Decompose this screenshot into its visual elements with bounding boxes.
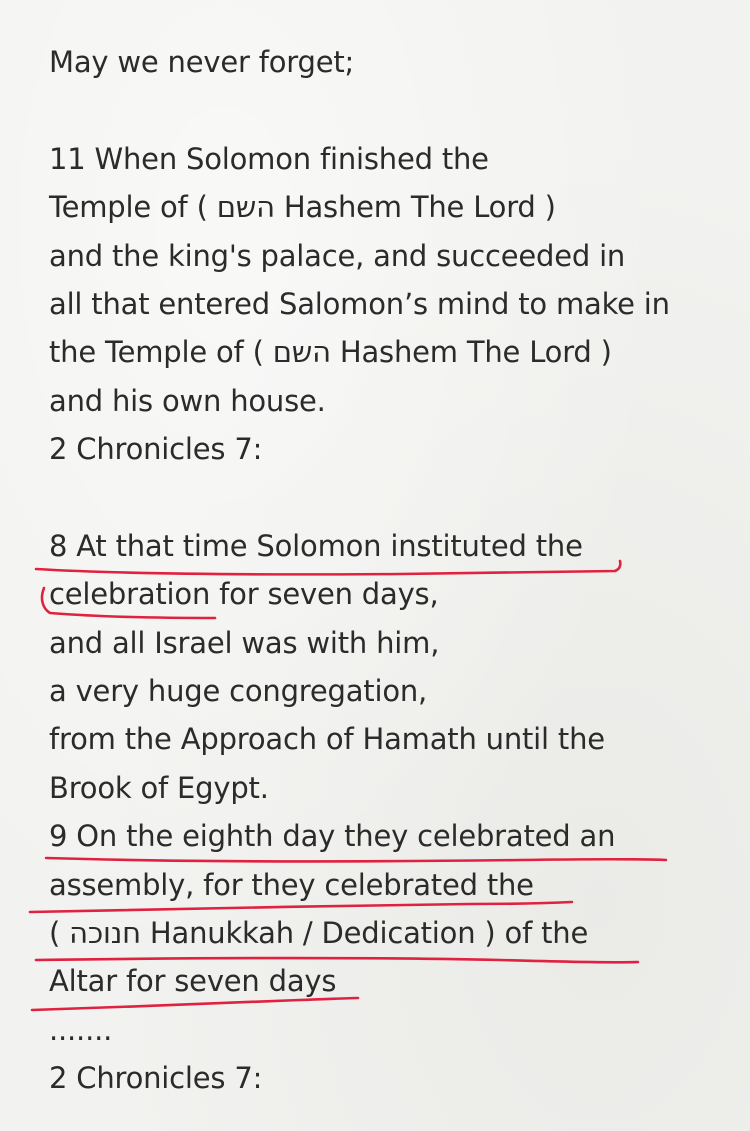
note-line: and his own house. (49, 383, 326, 418)
note-line: and the king's palace, and succeeded in (49, 238, 626, 273)
note-line: all that entered Salomon’s mind to make in (49, 286, 670, 321)
note-line: Altar for seven days (49, 964, 337, 999)
note-line: Brook of Egypt. (49, 770, 269, 805)
note-line-reference: 2 Chronicles 7: (49, 1061, 263, 1096)
note-line: assembly, for they celebrated the (49, 867, 534, 902)
note-line: celebration for seven days, (49, 577, 439, 612)
note-line: Temple of ( השם Hashem The Lord ) (49, 190, 556, 225)
note-line: ( חנוכה Hanukkah / Dedication ) of the (49, 916, 589, 951)
note-body[interactable] (49, 38, 739, 1103)
blank-line (49, 474, 739, 522)
note-line-ellipsis: ....... (49, 1012, 113, 1047)
note-line: the Temple of ( השם Hashem The Lord ) (49, 335, 612, 370)
note-line-reference: 2 Chronicles 7: (49, 432, 263, 467)
note-line-verse-9: 9 On the eighth day they celebrated an (49, 819, 616, 854)
note-line-verse-11: 11 When Solomon finished the (49, 141, 489, 176)
note-line-verse-8: 8 At that time Solomon instituted the (49, 528, 583, 563)
note-line: and all Israel was with him, (49, 625, 440, 660)
note-line: from the Approach of Hamath until the (49, 722, 605, 757)
note-line-opening: May we never forget; (49, 45, 355, 79)
blank-line (49, 86, 739, 134)
note-line: a very huge congregation, (49, 674, 428, 709)
